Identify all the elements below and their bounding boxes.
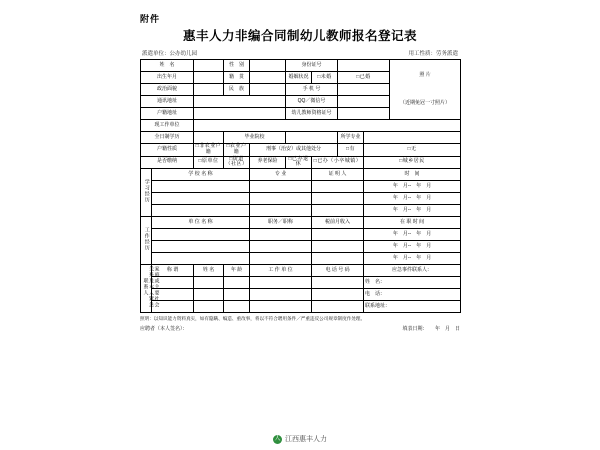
cell-cert-label: 幼儿教师资格证号 [286,108,338,120]
checkbox-former-unit[interactable]: □原单位 [194,156,224,169]
checkbox-urban[interactable]: □已办（小卒城镇） [312,156,364,169]
checkbox-agricultural[interactable]: □农业户籍 [224,144,250,157]
cell-political-label: 政治面貌 [141,84,194,96]
registration-form [140,26,460,332]
work-unit-value[interactable] [152,229,250,241]
cell-pension-label: 养老保险 [250,156,286,169]
study-school-value[interactable] [152,193,250,205]
table-row [141,277,461,289]
cell-household-label: 户籍地址 [141,108,194,120]
cell-school-value[interactable] [286,132,338,144]
checkbox-married[interactable]: □已婚 [338,72,390,84]
table-row [141,217,461,229]
cell-marital-label: 婚姻状况 [286,72,312,84]
study-referee-value[interactable] [312,193,364,205]
study-referee-value[interactable] [312,181,364,193]
cell-gender-value[interactable] [250,60,286,72]
study-school-value[interactable] [152,205,250,217]
cell-household-value[interactable] [194,108,286,120]
signature-row [140,325,460,332]
cell-ethnic-label: 民 族 [224,84,250,96]
checkbox-penalty-no[interactable]: □无 [364,144,461,157]
cell-birth-label: 出生年月 [141,72,194,84]
checkbox-street-community[interactable]: □街道（社区） [225,155,248,168]
work-income-value[interactable] [312,229,364,241]
table-row [141,289,461,301]
cell-origin-label: 籍 贯 [224,72,250,84]
work-unit-value[interactable] [152,241,250,253]
cell-phone-value[interactable] [338,84,390,96]
family-head-phone: 电 话 号 码 [312,265,364,277]
table-row [141,241,461,253]
table-row [141,120,461,132]
emergency-address-field[interactable]: 联系地址： [364,301,461,313]
company-name: 江西惠丰人力 [285,436,327,443]
page-title: 惠丰人力非编合同制幼儿教师报名登记表 [182,29,417,43]
family-head-name: 姓 名 [194,265,224,277]
work-time-value[interactable]: 年 月-- 年 月 [364,253,461,265]
cell-address-value[interactable] [194,96,286,108]
photo-box [390,60,461,120]
cell-major-value[interactable] [364,132,461,144]
study-head-school: 学 校 名 称 [152,169,250,181]
cell-hukou-type-label: 户籍性质 [141,144,194,157]
form-subheader [140,49,460,59]
table-row [141,193,461,205]
checkbox-retired[interactable]: □已办退休 [286,156,312,169]
family-name-value[interactable] [194,301,224,313]
family-name-value[interactable] [194,289,224,301]
work-income-value[interactable] [312,241,364,253]
family-phone-value[interactable] [312,277,364,289]
cell-current-unit-label: 现工作单位 [141,120,194,132]
study-time-value[interactable]: 年 月-- 年 月 [364,193,461,205]
cell-ethnic-value[interactable] [250,84,286,96]
photo-label: 照 片 [419,71,431,78]
form-note: 照明：以知识能力资料真实，如有隐瞒、编造、重改事，将以不符合聘用条件／严重违反公司规章制度作处理。 [140,316,366,321]
cell-name-label: 姓 名 [141,60,194,72]
section-label-work: 工作经历 [141,217,152,265]
table-row [141,229,461,241]
work-head-unit: 单 位 名 称 [152,217,250,229]
table-row [141,156,461,169]
table-row [141,181,461,193]
cell-birth-value[interactable] [194,72,224,84]
study-time-value[interactable]: 年 月-- 年 月 [364,205,461,217]
table-row [141,265,461,277]
applicant-signature-label[interactable]: 应聘者（本人签名）： [140,326,188,333]
checkbox-penalty-yes[interactable]: □有 [338,144,364,157]
footer-branding [0,434,600,444]
cell-name-value[interactable] [194,60,224,72]
family-phone-value[interactable] [312,301,364,313]
attachment-label: 附件 [140,14,161,24]
family-age-value[interactable] [224,289,250,301]
cell-qq-value[interactable] [338,96,390,108]
emergency-phone-field[interactable]: 电 话： [364,289,461,301]
family-head-relation: 称 谓 [152,265,194,277]
checkbox-unmarried[interactable]: □未婚 [312,72,338,84]
cell-qq-label: QQ／微信号 [286,96,338,108]
employment-type: 用工性质：劳务派遣 [408,51,458,57]
study-major-value[interactable] [250,205,312,217]
work-head-income: 税前月收入 [312,217,364,229]
study-head-major: 专 业 [250,169,312,181]
table-row [141,144,461,157]
work-position-value[interactable] [250,229,312,241]
family-age-value[interactable] [224,301,250,313]
cell-cert-value[interactable] [338,108,390,120]
work-head-position: 职务／职称 [250,217,312,229]
study-head-time: 时 间 [364,169,461,181]
work-time-value[interactable]: 年 月-- 年 月 [364,241,461,253]
study-school-value[interactable] [152,181,250,193]
work-position-value[interactable] [250,241,312,253]
emergency-contact-title: 应急事件联系人： [364,265,461,277]
table-row [141,60,461,72]
study-time-value[interactable]: 年 月-- 年 月 [364,181,461,193]
work-unit-value[interactable] [152,253,250,265]
family-head-age: 年 龄 [224,265,250,277]
dispatch-unit: 派遣单位：公办幼儿园 [142,51,198,57]
cell-id-label: 身份证号 [286,60,338,72]
checkbox-rural-resident[interactable]: □城乡居民 [364,156,461,169]
family-unit-value[interactable] [250,289,312,301]
cell-origin-value[interactable] [250,72,286,84]
section-label-family: 家庭或主要社会关系及本人紧急联系人 [141,265,152,313]
photo-note: （近期免冠一寸照片） [400,99,451,106]
cell-major-label: 所学专业 [338,132,364,144]
cell-id-value[interactable] [338,60,390,72]
work-time-value[interactable]: 年 月-- 年 月 [364,229,461,241]
cell-current-unit-value[interactable] [194,120,461,132]
family-age-value[interactable] [224,277,250,289]
cell-address-label: 通讯地址 [141,96,194,108]
work-income-value[interactable] [312,253,364,265]
cell-political-value[interactable] [194,84,224,96]
fill-date-label[interactable]: 填表日期： 年 月 日 [402,326,460,333]
work-head-time: 在 职 时 间 [364,217,461,229]
study-head-referee: 证 明 人 [312,169,364,181]
cell-edu-label: 全日制学历 [141,132,194,144]
study-referee-value[interactable] [312,205,364,217]
family-unit-value[interactable] [250,277,312,289]
cell-school-label: 毕业院校 [224,132,286,144]
company-logo-icon: 人 [274,435,281,442]
cell-gender-label: 性 别 [224,60,250,72]
table-row [141,301,461,313]
cell-edu-value[interactable] [194,132,224,144]
cell-penalty-label: 刑事（治安）或其他处分 [250,144,338,157]
table-row [141,253,461,265]
study-major-value[interactable] [250,181,312,193]
table-row [141,169,461,181]
family-phone-value[interactable] [312,289,364,301]
cell-insurance-label: 是否缴纳 [141,156,194,169]
emergency-name-field[interactable]: 姓 名： [364,277,461,289]
table-row [141,132,461,144]
family-name-value[interactable] [194,277,224,289]
study-major-value[interactable] [250,193,312,205]
cell-phone-label: 手 机 号 [286,84,338,96]
table-row [141,205,461,217]
work-position-value[interactable] [250,253,312,265]
section-label-study: 学习经历 [141,169,152,217]
family-head-unit: 工 作 单 位 [250,265,312,277]
personal-info-table [140,59,461,313]
checkbox-nonagricultural[interactable]: □非农业户籍 [194,144,224,157]
family-unit-value[interactable] [250,301,312,313]
